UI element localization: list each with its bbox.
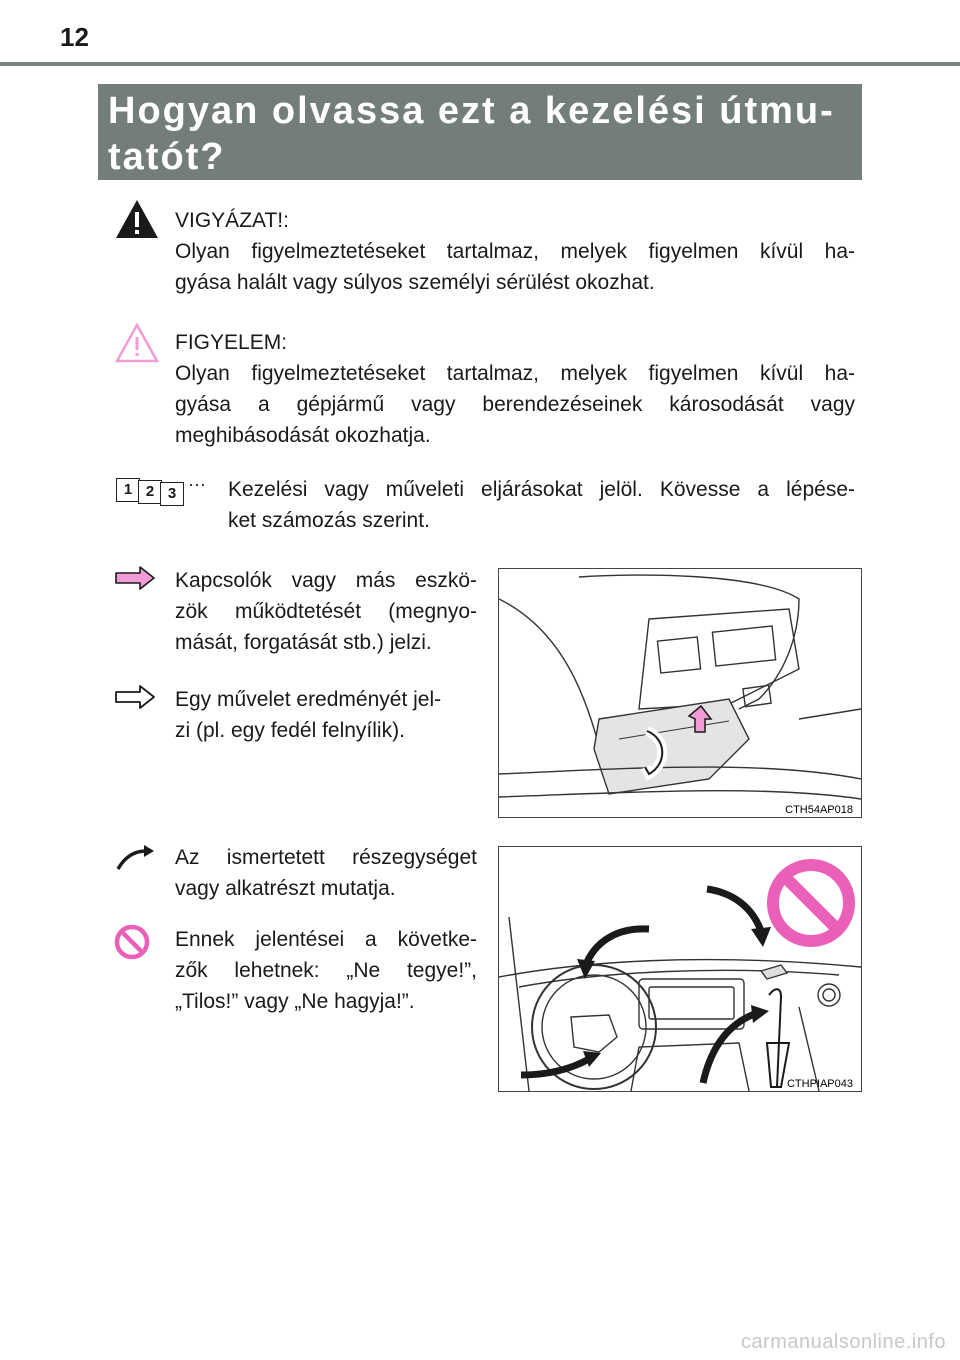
component-block (175, 842, 477, 904)
result-line-2: zi (pl. egy fedél felnyílik). (175, 719, 405, 742)
step-number-2: 2 (138, 480, 162, 504)
operation-line-1: Kapcsolók vagy más eszkö- (175, 569, 477, 592)
prohibited-line-1: Ennek jelentései a követke- (175, 928, 477, 951)
source-url-footer: carmanualsonline.info (740, 1331, 946, 1353)
steps-block (228, 474, 855, 536)
step-number-1: 1 (116, 478, 140, 502)
operation-block (175, 565, 477, 658)
prohibition-sign-large (773, 865, 849, 941)
overhead-console-figure (498, 568, 862, 818)
warning-line-2: gyása halált vagy súlyos személyi sérülést okozhat. (175, 271, 655, 294)
result-line-1: Egy művelet eredményét jel- (175, 688, 442, 711)
warning-line-1: Olyan figyelmeztetéseket tartalmaz, melyek figyelmen kívül ha- (175, 240, 855, 263)
steps-line-1: Kezelési vagy műveleti eljárásokat jelöl. Kövesse a lépése- (228, 478, 855, 501)
prohibition-icon (114, 924, 150, 960)
prohibited-line-2: zők lehetnek: „Ne tegye!”, (175, 959, 477, 982)
notice-block (175, 327, 855, 451)
dashboard-illustration (499, 847, 861, 1091)
pink-arrow-icon (114, 566, 156, 590)
section-title (98, 84, 862, 180)
figure-1-caption: CTH54AP018 (785, 804, 853, 816)
notice-line-2: gyása a gépjármű vagy berendezéseinek károsodását vagy (175, 393, 855, 416)
section-title-line-1: Hogyan olvassa ezt a kezelési útmu- (108, 90, 835, 132)
outline-arrow-icon (114, 685, 156, 709)
dashboard-figure (498, 846, 862, 1092)
notice-triangle-outline-icon (114, 322, 160, 364)
result-block (175, 684, 477, 746)
top-rule (0, 62, 960, 66)
notice-line-3: meghibásodását okozhatja. (175, 424, 431, 447)
operation-line-2: zök működtetését (megnyo- (175, 600, 477, 623)
component-line-1: Az ismertetett részegységet (175, 846, 477, 869)
steps-line-2: ket számozás szerint. (228, 509, 430, 532)
overhead-console-illustration (499, 569, 861, 817)
warning-triangle-filled-icon (114, 198, 160, 240)
numbered-steps-icon (116, 476, 216, 506)
figure-2-caption: CTHPIAP043 (786, 1078, 853, 1090)
section-title-line-2: tatót? (108, 136, 226, 178)
notice-line-1: Olyan figyelmeztetéseket tartalmaz, melyek figyelmen kívül ha- (175, 362, 855, 385)
steps-dots: ··· (188, 474, 206, 494)
prohibited-line-3: „Tilos!” vagy „Ne hagyja!”. (175, 990, 415, 1013)
notice-heading: FIGYELEM: (175, 331, 288, 354)
warning-block (175, 205, 855, 298)
step-number-3: 3 (160, 482, 184, 506)
prohibited-block (175, 924, 477, 1017)
pointer-arrow-icon (114, 843, 156, 873)
page-number: 12 (60, 22, 89, 52)
component-line-2: vagy alkatrészt mutatja. (175, 877, 396, 900)
operation-line-3: mását, forgatását stb.) jelzi. (175, 631, 432, 654)
warning-heading: VIGYÁZAT!: (175, 209, 289, 232)
